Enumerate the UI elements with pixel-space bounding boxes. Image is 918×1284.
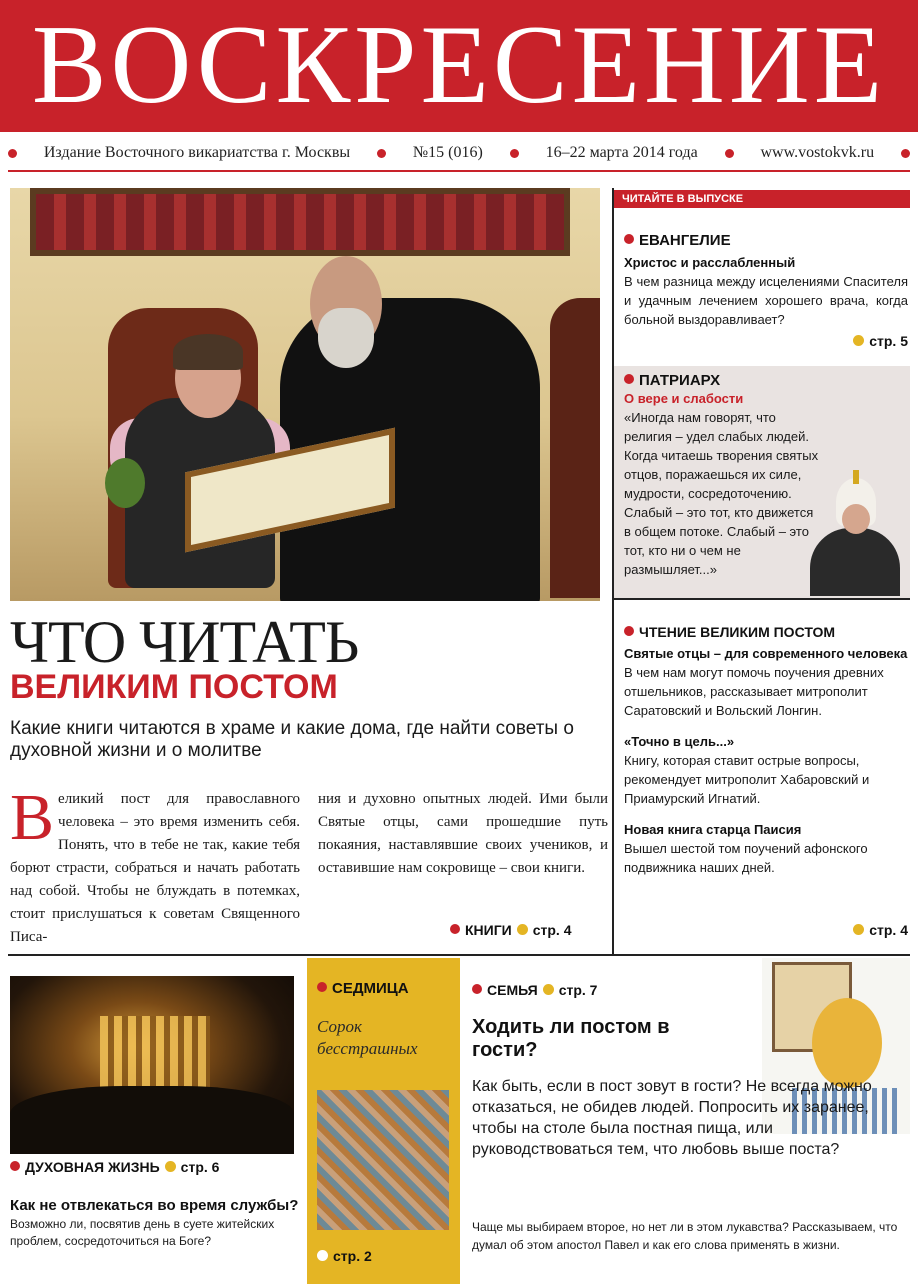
sedmica-panel[interactable] (307, 958, 460, 1284)
bullet-icon (8, 149, 17, 158)
sedmica-page-ref: стр. 2 (317, 1248, 372, 1264)
bullet-icon (853, 335, 864, 346)
congregation (10, 1086, 294, 1154)
patriarch-section (624, 372, 820, 579)
issue-info-bar (0, 138, 918, 168)
bear (812, 998, 882, 1088)
bullet-icon (725, 149, 734, 158)
article-text: еликий пост для православного человека – это время изменить себя. Понять, что в тебе не так, какие тебя борют страсти, собраться и начать работать над собой. Чтобы не блуждать в потемках, стоит прислушаться к советам Священного Писа- (10, 791, 300, 945)
divider (8, 954, 910, 956)
spiritual-title: Как не отвлекаться во время службы? (10, 1197, 299, 1214)
toc-header: ЧИТАЙТЕ В ВЫПУСКЕ (614, 190, 910, 208)
family-text-2: Чаще мы выбираем второе, но нет ли в этом лукавства? Рассказываем, что думал об этом апостол Павел и как его слова применять в жизни. (472, 1220, 898, 1252)
drop-cap: В (10, 781, 55, 854)
lent-section[interactable] (624, 624, 908, 877)
gospel-section[interactable] (624, 232, 908, 349)
bullet-icon (377, 149, 386, 158)
family-rubric[interactable]: СЕМЬЯ стр. 7 (472, 982, 597, 998)
gospel-title: ЕВАНГЕЛИЕ (624, 232, 908, 249)
main-subheadline: ВЕЛИКИМ ПОСТОМ (10, 668, 338, 706)
article-text: ния и духовно опытных людей. Ими были Святые отцы, сами прошедшие путь покаяния, наставлявшие своих учеников, и оставившие нам сокровище – свои книги. (318, 791, 608, 876)
face (842, 504, 870, 534)
lent-item3-title: Новая книга старца Паисия (624, 822, 802, 837)
divider (614, 598, 910, 600)
article-column-2 (318, 788, 608, 880)
lent-item2-title: «Точно в цель...» (624, 734, 735, 749)
gospel-subtitle: Христос и расслабленный (624, 255, 796, 270)
bullet-icon (517, 924, 528, 935)
bullet-icon (624, 374, 634, 384)
website-link[interactable]: www.vostokvk.ru (760, 144, 875, 161)
lent-item1-text: В чем нам могут помочь поучения древних отшельников, рассказывает митрополит Саратовский и Вольский Лонгин. (624, 665, 884, 718)
main-headline: ЧТО ЧИТАТЬ (10, 609, 359, 675)
cross-icon (853, 470, 859, 484)
embroidered-frame (30, 188, 570, 256)
gospel-page-ref: стр. 5 (624, 333, 908, 349)
spiritual-text: Возможно ли, посвятив день в суете житейских проблем, сосредоточиться на Боге? (10, 1217, 275, 1248)
publisher: Издание Восточного викариатства г. Москвы (43, 144, 351, 161)
lead-paragraph: Какие книги читаются в храме и какие дома, где найти советы о духовной жизни и о молитве (10, 718, 574, 761)
masthead (0, 0, 918, 132)
divider (8, 170, 910, 172)
robe (810, 528, 900, 596)
church-photo (10, 976, 294, 1154)
bullet-icon (624, 234, 634, 244)
lent-item1-title: Святые отцы – для современного человека (624, 646, 908, 661)
bullet-icon (317, 1250, 328, 1261)
bullet-icon (472, 984, 482, 994)
bullet-icon (543, 984, 554, 995)
patriarch-quote: «Иногда нам говорят, что религия – удел слабых людей. Когда читаешь творения святых отцов, поражаешься их силе, мудрости, сосредоточению. Слабый – это тот, кто движется в общем потоке. Слабый – это тот, кто ни о чем не размышляет...» (624, 410, 819, 577)
patriarch-portrait (810, 470, 900, 596)
bullet-icon (317, 982, 327, 992)
lent-page-ref[interactable]: стр. 4 (800, 922, 908, 938)
issue-number: №15 (016) (412, 144, 483, 161)
sedmica-rubric: СЕДМИЦА (317, 980, 409, 997)
boy-hair (173, 334, 243, 370)
spiritual-rubric[interactable]: ДУХОВНАЯ ЖИЗНЬ стр. 6 (10, 1159, 219, 1175)
lent-title: ЧТЕНИЕ ВЕЛИКИМ ПОСТОМ (624, 624, 908, 640)
newspaper-title: ВОСКРЕСЕНИЕ (31, 3, 887, 127)
iconostasis (100, 1016, 210, 1096)
bullet-icon (510, 149, 519, 158)
chair (550, 298, 600, 598)
page-ref: стр. 4 (532, 922, 572, 938)
bullet-icon (901, 149, 910, 158)
rubric-label: КНИГИ (465, 922, 512, 938)
bullet-icon (853, 924, 864, 935)
book-title: Сорок бесстрашных (317, 1017, 418, 1058)
icon-image (317, 1090, 449, 1230)
priest-beard (318, 308, 374, 368)
lent-item2-text: Книгу, которая ставит острые вопросы, рекомендует митрополит Хабаровский и Приамурский Игнатий. (624, 753, 870, 806)
bullet-icon (10, 1161, 20, 1171)
gospel-text: В чем разница между исцелениями Спасителя и удачным лечением хорошего врача, когда больной выздоравливает? (624, 274, 908, 327)
article-column-1 (10, 781, 300, 949)
spiritual-article (10, 1196, 300, 1250)
bullet-icon (624, 626, 634, 636)
patriarch-subtitle: О вере и слабости (624, 391, 744, 406)
family-text: Как быть, если в пост зовут в гости? Не всегда можно отказаться, не обидев людей. Попросить их заранее, чтобы на столе была постная пища, или руководствоваться тем, что любовь выше поста? (472, 1078, 872, 1158)
lent-item3-text: Вышел шестой том поучений афонского подвижника наших дней. (624, 841, 868, 875)
family-title: Ходить ли постом в гости? (472, 1016, 670, 1061)
main-page-ref[interactable] (450, 922, 571, 938)
issue-date: 16–22 марта 2014 года (545, 144, 698, 161)
bullet-icon (165, 1161, 176, 1172)
bullet-icon (450, 924, 460, 934)
hero-photo (10, 188, 600, 601)
patriarch-title: ПАТРИАРХ (624, 372, 820, 389)
plant (105, 458, 145, 508)
